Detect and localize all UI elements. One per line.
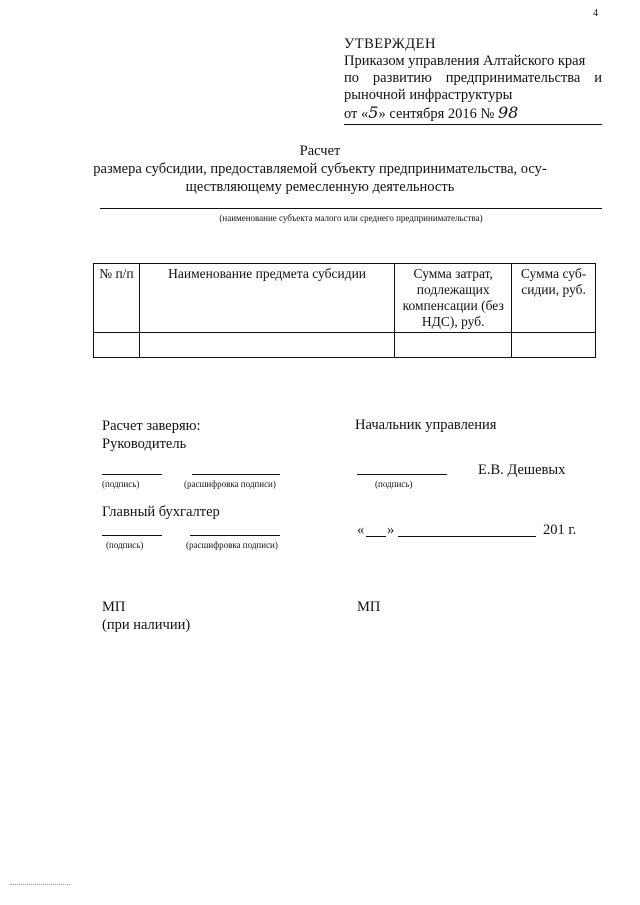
approval-line3: рыночной инфраструктуры [344,87,513,103]
approval-date-day: 5 [368,103,379,122]
chief-name: Е.В. Дешевых [478,462,566,478]
title-line3: ществляющему ремесленную деятельность [185,179,455,195]
head-label: Руководитель [102,436,187,452]
table-row [94,333,596,358]
approval-date-mid: » сентября 2016 № [378,106,495,122]
approval-date-line [344,104,602,125]
title-line2: размера субсидии, предоставляемой субъекту предпринимательства, осу- [93,161,547,177]
accountant-decode-caption: (расшифровка подписи) [186,540,278,550]
head-decode-caption: (расшифровка подписи) [184,479,276,489]
table-cell [139,333,394,358]
head-decode-line [192,474,280,475]
chief-label: Начальник управления [355,417,497,433]
accountant-signature-line [102,535,162,536]
table-cell [94,333,140,358]
left-seal-note: (при наличии) [102,617,191,633]
accountant-sign-caption: (подпись) [106,540,144,550]
head-sign-caption: (подпись) [102,479,140,489]
date-close-quote: » [387,522,395,538]
table-cell [395,333,512,358]
accountant-label: Главный бухгалтер [102,504,220,520]
title-line1: Расчет [299,143,341,159]
approval-heading: УТВЕРЖДЕН [344,36,436,52]
page-number: 4 [593,8,598,19]
entity-name-line [100,208,602,209]
col-costs-header: Сумма затрат, подлежащих компенсации (без НДС), руб. [395,264,512,333]
approval-block [344,36,602,125]
date-year: 201 г. [543,522,577,538]
col-item-header: Наименование предмета субсидии [139,264,394,333]
date-day-line [366,536,386,537]
date-month-line [398,536,536,537]
certify-label: Расчет заверяю: [102,418,201,434]
chief-signature-line [357,474,447,475]
approval-date-prefix: от « [344,106,369,122]
date-open-quote: « [357,522,365,538]
head-signature-line [102,474,162,475]
approval-line1: Приказом управления Алтайского края [344,53,586,69]
subsidy-table [93,263,596,358]
approval-order-number: 98 [497,103,519,122]
entity-caption: (наименование субъекта малого или среднего предпринимательства) [219,213,483,223]
scan-artifact [10,884,70,885]
left-seal-label: МП [102,599,126,615]
chief-sign-caption: (подпись) [375,479,413,489]
table-cell [512,333,596,358]
col-number-header: № п/п [94,264,140,333]
approval-line2: по развитию предпринимательства и [344,70,602,86]
document-title [90,142,550,196]
col-subsidy-header: Сумма суб-сидии, руб. [512,264,596,333]
right-seal-label: МП [357,599,381,615]
table-header-row [94,264,596,333]
accountant-decode-line [190,535,280,536]
